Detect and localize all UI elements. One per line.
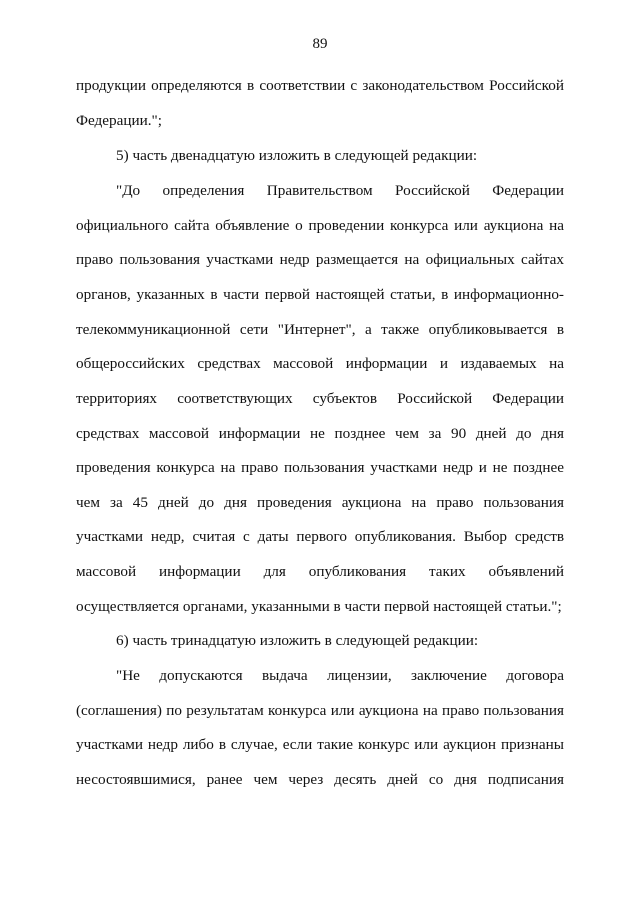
text-line: проведения конкурса на право пользования участками недр и не позднее — [76, 459, 564, 476]
text-line: средствах массовой информации не позднее чем за 90 дней до дня — [76, 425, 564, 442]
text-line: Федерации."; — [76, 112, 162, 129]
text-line: продукции определяются в соответствии с законодательством Российской — [76, 77, 564, 94]
text-line: (соглашения) по результатам конкурса или аукциона на право пользования — [76, 702, 564, 719]
text-line: осуществляется органами, указанными в части первой настоящей статьи."; — [76, 598, 562, 615]
text-line: 6) часть тринадцатую изложить в следующей редакции: — [116, 632, 479, 649]
text-line: территориях соответствующих субъектов Российской Федерации — [76, 390, 564, 407]
text-line: массовой информации для опубликования таких объявлений — [76, 563, 564, 580]
text-line: органов, указанных в части первой настоящей статьи, в информационно- — [76, 286, 564, 303]
text-line: общероссийских средствах массовой информации и издаваемых на — [76, 355, 564, 372]
text-line: чем за 45 дней до дня проведения аукциона на право пользования — [76, 494, 564, 511]
page-number: 89 — [312, 36, 328, 52]
text-line: право пользования участками недр размещается на официальных сайтах — [76, 251, 564, 268]
text-line: 5) часть двенадцатую изложить в следующей редакции: — [116, 147, 478, 164]
text-line: участками недр, считая с даты первого опубликования. Выбор средств — [76, 528, 564, 545]
text-line: "До определения Правительством Российской Федерации — [116, 182, 564, 199]
text-line: телекоммуникационной сети "Интернет", а также опубликовывается в — [76, 321, 564, 338]
text-line: "Не допускаются выдача лицензии, заключение договора — [116, 667, 564, 684]
text-line: несостоявшимися, ранее чем через десять дней со дня подписания — [76, 771, 564, 788]
text-line: участками недр либо в случае, если такие конкурс или аукцион признаны — [76, 736, 564, 753]
text-line: официального сайта объявление о проведении конкурса или аукциона на — [76, 217, 564, 234]
